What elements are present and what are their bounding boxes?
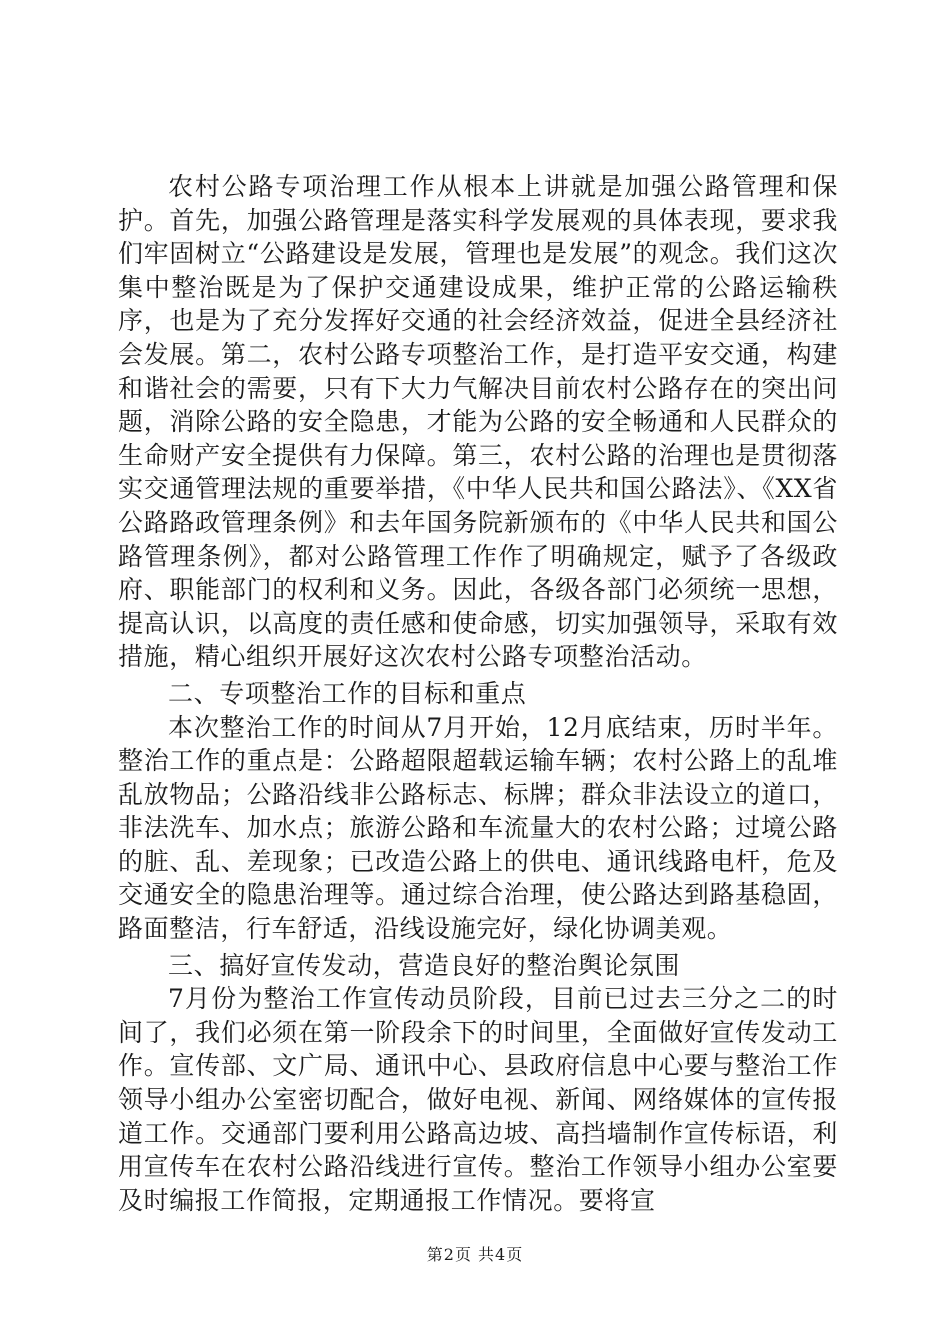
paragraph-rectification-schedule: 本次整治工作的时间从7月开始，12月底结束，历时半年。整治工作的重点是：公路超限超载运输车辆；农村公路上的乱堆乱放物品；公路沿线非公路标志、标牌；群众非法设立的道口，非法洗车、加水点；旅游公路和车流量大的农村公路；过境公路的脏、乱、差现象；已改造公路上的供电、通讯线路电杆，危及交通安全的隐患治理等。通过综合治理，使公路达到路基稳固，路面整洁，行车舒适，沿线设施完好，绿化协调美观。 — [118, 712, 838, 944]
document-body — [118, 170, 838, 1217]
paragraph-publicity-work: 7月份为整治工作宣传动员阶段，目前已过去三分之二的时间了，我们必须在第一阶段余下的时间里，全面做好宣传发动工作。宣传部、文广局、通讯中心、县政府信息中心要与整治工作领导小组办公室密切配合，做好电视、新闻、网络媒体的宣传报道工作。交通部门要利用公路高边坡、高挡墙制作宣传标语，利用宣传车在农村公路沿线进行宣传。整治工作领导小组办公室要及时编报工作简报，定期通报工作情况。要将宣 — [118, 984, 838, 1215]
section-heading-publicity: 三、搞好宣传发动，营造良好的整治舆论氛围 — [168, 950, 681, 980]
page-number-footer: 第2页 共4页 — [426, 1245, 524, 1264]
paragraph-road-management: 农村公路专项治理工作从根本上讲就是加强公路管理和保护。首先，加强公路管理是落实科学发展观的具体表现，要求我们牢固树立“公路建设是发展，管理也是发展”的观念。我们这次集中整治既是为了保护交通建设成果，维护正常的公路运输秩序，也是为了充分发挥好交通的社会经济效益，促进全县经济社会发展。第二，农村公路专项整治工作，是打造平安交通，构建和谐社会的需要，只有下大力气解决目前农村公路存在的突出问题，消除公路的安全隐患，才能为公路的安全畅通和人民群众的生命财产安全提供有力保障。第三，农村公路的治理也是贯彻落实交通管理法规的重要举措，《中华人民共和国公路法》、《XX省公路路政管理条例》和去年国务院新颁布的《中华人民共和国公路管理条例》，都对公路管理工作作了明确规定，赋予了各级政府、职能部门的权利和义务。因此，各级各部门必须统一思想，提高认识，以高度的责任感和使命感，切实加强领导，采取有效措施，精心组织开展好这次农村公路专项整治活动。 — [118, 172, 838, 672]
section-heading-goals: 二、专项整治工作的目标和重点 — [168, 678, 527, 708]
